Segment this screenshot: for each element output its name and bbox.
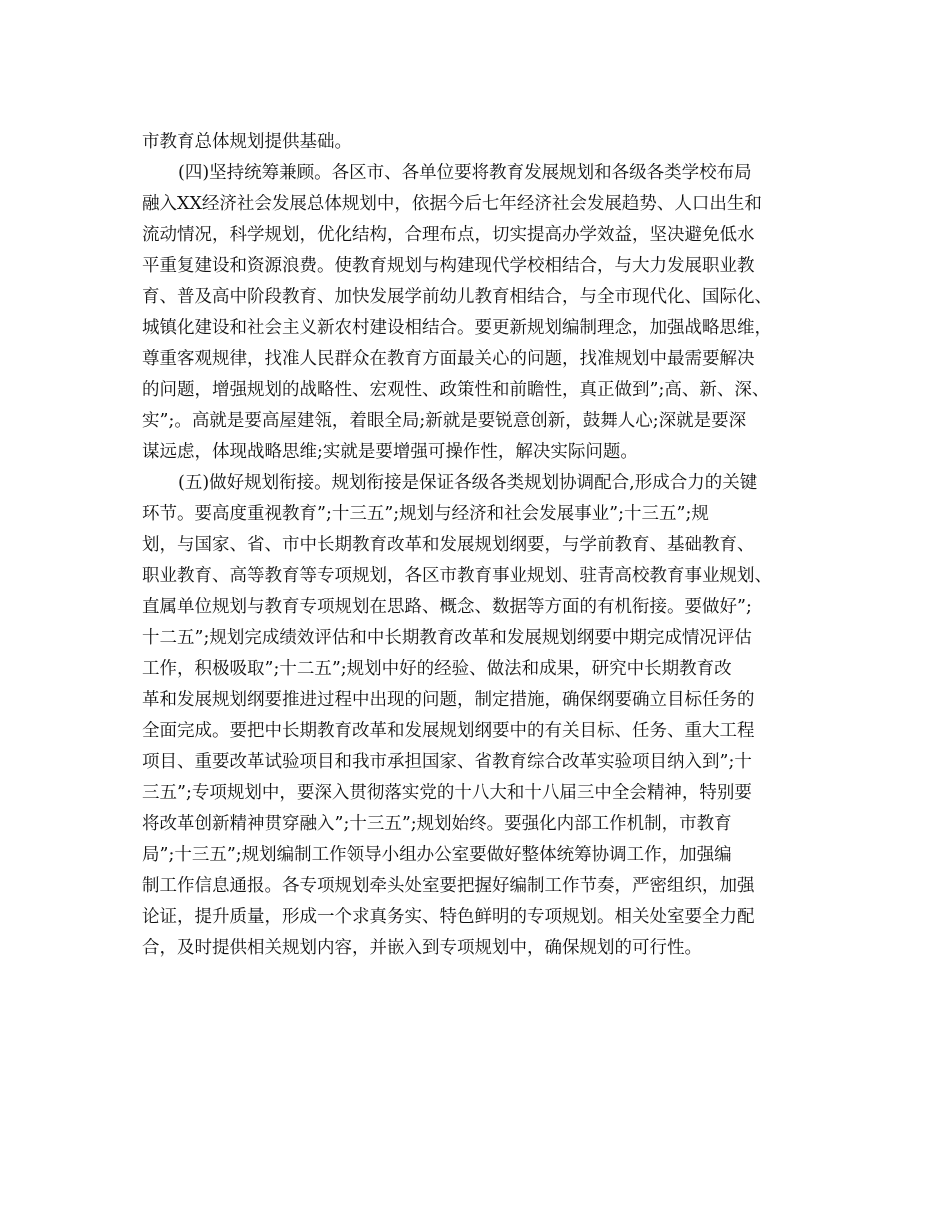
text-line: 论证，提升质量，形成一个求真务实、特色鲜明的专项规划。相关处室要全力配 [142,907,755,927]
document-body [142,127,832,964]
text-line: 直属单位规划与教育专项规划在思路、概念、数据等方面的有机衔接。要做好”; [142,597,752,617]
text-line: 工作，积极吸取”;十二五”;规划中好的经验、做法和成果，研究中长期教育改 [142,659,732,679]
text-line: 革和发展规划纲要推进过程中出现的问题，制定措施，确保纲要确立目标任务的 [142,690,755,710]
text-line: 将改革创新精神贯穿融入”;十三五”;规划始终。要强化内部工作机制，市教育 [142,814,732,834]
text-line: 城镇化建设和社会主义新农村建设相结合。要更新规划编制理念，加强战略思维， [142,318,772,338]
text-line: 市教育总体规划提供基础。 [142,132,352,152]
text-line: 平重复建设和资源浪费。使教育规划与构建现代学校相结合，与大力发展职业教 [142,256,755,276]
text-line: 流动情况，科学规划，优化结构，合理布点，切实提高办学效益，坚决避免低水 [142,225,755,245]
text-line: 尊重客观规律，找准人民群众在教育方面最关心的问题，找准规划中最需要解决 [142,349,755,369]
text-line: 环节。要高度重视教育”;十三五”;规划与经济和社会发展事业”;十三五”;规 [142,504,709,524]
text-line: 项目、重要改革试验项目和我市承担国家、省教育综合改革实验项目纳入到”;十 [142,752,752,772]
text-line: 的问题，增强规划的战略性、宏观性、政策性和前瞻性，真正做到”;高、新、深、 [142,380,770,400]
text-line: 谋远虑，体现战略思维;实就是要增强可操作性，解决实际问题。 [142,442,638,462]
text-line: 融入XX经济社会发展总体规划中，依据今后七年经济社会发展趋势、人口出生和 [142,194,762,214]
text-line: 三五”;专项规划中，要深入贯彻落实党的十八大和十八届三中全会精神，特别要 [142,783,752,803]
text-line: 全面完成。要把中长期教育改革和发展规划纲要中的有关目标、任务、重大工程 [142,721,755,741]
text-line: 合，及时提供相关规划内容，并嵌入到专项规划中，确保规划的可行性。 [142,938,702,958]
text-line: 职业教育、高等教育等专项规划，各区市教育事业规划、驻青高校教育事业规划、 [142,566,772,586]
text-line: 制工作信息通报。各专项规划牵头处室要把握好编制工作节奏，严密组织，加强 [142,876,755,896]
text-line: 局”;十三五”;规划编制工作领导小组办公室要做好整体统筹协调工作，加强编 [142,845,732,865]
text-line: 育、普及高中阶段教育、加快发展学前幼儿教育相结合，与全市现代化、国际化、 [142,287,772,307]
text-line: 实”;。高就是要高屋建瓴，着眼全局;新就是要锐意创新，鼓舞人心;深就是要深 [142,411,747,431]
paragraph-start-line: (五)做好规划衔接。规划衔接是保证各级各类规划协调配合,形成合力的关键 [178,473,758,493]
text-line: 十二五”;规划完成绩效评估和中长期教育改革和发展规划纲要中期完成情况评估 [142,628,752,648]
text-line: 划，与国家、省、市中长期教育改革和发展规划纲要，与学前教育、基础教育、 [142,535,755,555]
paragraph-start-line: (四)坚持统筹兼顾。各区市、各单位要将教育发展规划和各级各类学校布局 [178,163,752,183]
